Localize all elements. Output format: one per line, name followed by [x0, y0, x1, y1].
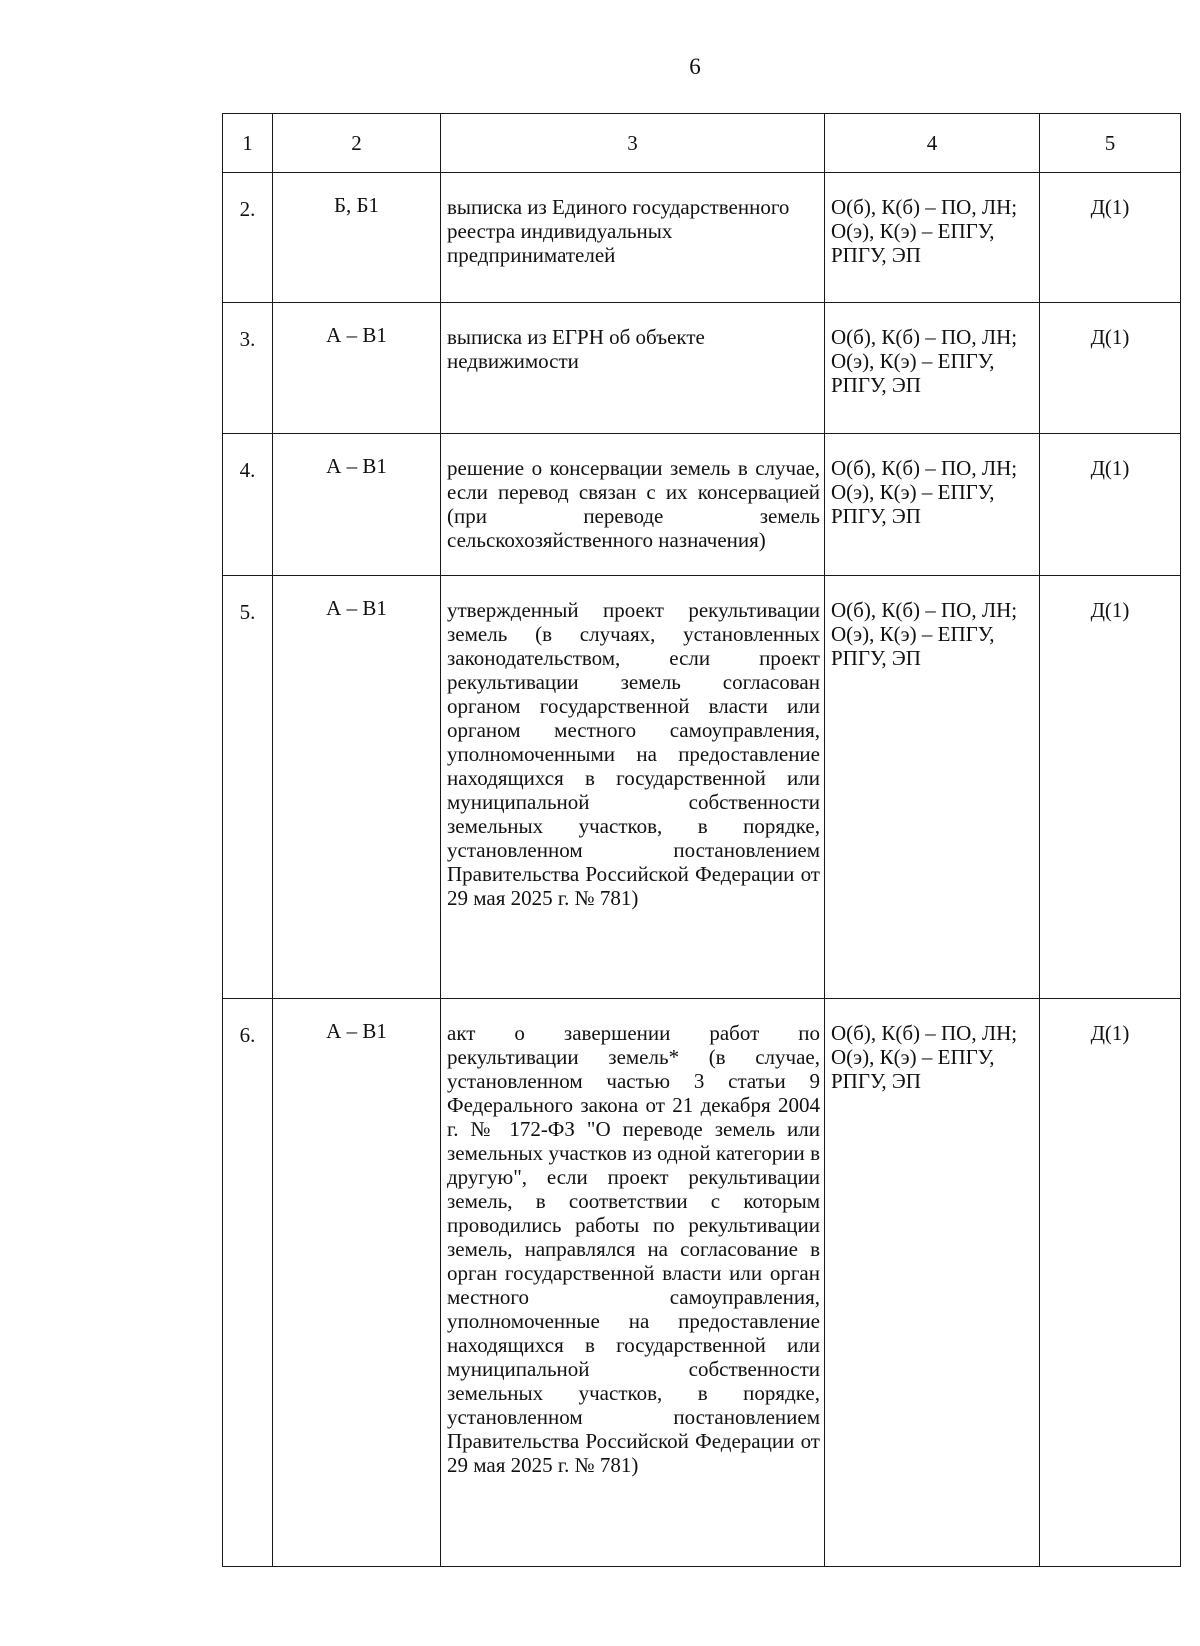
applicant-code: А – В1: [273, 434, 441, 576]
basis-electronic: О(э), К(э) – ЕПГУ, РПГУ, ЭП: [831, 1045, 995, 1093]
header-cell-5: 5: [1040, 114, 1181, 173]
table-header-row: [223, 114, 1181, 173]
header-cell-4: 4: [825, 114, 1040, 173]
basis-electronic: О(э), К(э) – ЕПГУ, РПГУ, ЭП: [831, 349, 995, 397]
applicant-code: А – В1: [273, 999, 441, 1567]
basis-paper: О(б), К(б) – ПО, ЛН;: [831, 1021, 1018, 1045]
header-cell-1: 1: [223, 114, 273, 173]
row-number: 3.: [223, 303, 273, 434]
submission-basis: [825, 173, 1040, 303]
document-description: решение о консервации земель в случае, если перевод связан с их консервацией (при переводе земель сельскохозяйственного назначения): [441, 434, 825, 576]
document-description: акт о завершении работ по рекультивации земель* (в случае, установленном частью 3 статьи 9 Федерального закона от 21 декабря 2004 г. № 172-ФЗ "О переводе земель или земельных участков из одной категории в другую", если проект рекультивации земель, в соответствии с которым проводились работы по рекультивации земель, направлялся на согласование в орган государственной власти или орган местного самоуправления, уполномоченные на предоставление находящихся в государственной или муниципальной собственности земельных участков, в порядке, установленном постановлением Правительства Российской Федерации от 29 мая 2025 г. № 781): [441, 999, 825, 1567]
header-cell-3: 3: [441, 114, 825, 173]
basis-electronic: О(э), К(э) – ЕПГУ, РПГУ, ЭП: [831, 480, 995, 528]
row-number: 4.: [223, 434, 273, 576]
page-number: 6: [689, 54, 701, 79]
basis-paper: О(б), К(б) – ПО, ЛН;: [831, 456, 1018, 480]
table-row: [223, 173, 1181, 303]
applicant-code: А – В1: [273, 576, 441, 999]
document-form: Д(1): [1040, 999, 1181, 1567]
document-description: выписка из Единого государственного реестра индивидуальных предпринимателей: [441, 173, 825, 303]
submission-basis: [825, 303, 1040, 434]
basis-paper: О(б), К(б) – ПО, ЛН;: [831, 325, 1018, 349]
document-table: [222, 113, 1181, 1567]
row-number: 6.: [223, 999, 273, 1567]
basis-paper: О(б), К(б) – ПО, ЛН;: [831, 195, 1018, 219]
document-description: выписка из ЕГРН об объекте недвижимости: [441, 303, 825, 434]
basis-paper: О(б), К(б) – ПО, ЛН;: [831, 598, 1018, 622]
row-number: 5.: [223, 576, 273, 999]
row-number: 2.: [223, 173, 273, 303]
table-row: [223, 999, 1181, 1567]
document-form: Д(1): [1040, 173, 1181, 303]
basis-electronic: О(э), К(э) – ЕПГУ, РПГУ, ЭП: [831, 622, 995, 670]
document-form: Д(1): [1040, 434, 1181, 576]
document-form: Д(1): [1040, 576, 1181, 999]
table-row: [223, 303, 1181, 434]
submission-basis: [825, 999, 1040, 1567]
table-row: [223, 434, 1181, 576]
submission-basis: [825, 576, 1040, 999]
applicant-code: Б, Б1: [273, 173, 441, 303]
table-row: [223, 576, 1181, 999]
basis-electronic: О(э), К(э) – ЕПГУ, РПГУ, ЭП: [831, 219, 995, 267]
header-cell-2: 2: [273, 114, 441, 173]
document-description: утвержденный проект рекультивации земель (в случаях, установленных законодательством, если проект рекультивации земель согласован органом государственной власти или органом местного самоуправления, уполномоченными на предоставление находящихся в государственной или муниципальной собственности земельных участков, в порядке, установленном постановлением Правительства Российской Федерации от 29 мая 2025 г. № 781): [441, 576, 825, 999]
submission-basis: [825, 434, 1040, 576]
document-form: Д(1): [1040, 303, 1181, 434]
applicant-code: А – В1: [273, 303, 441, 434]
